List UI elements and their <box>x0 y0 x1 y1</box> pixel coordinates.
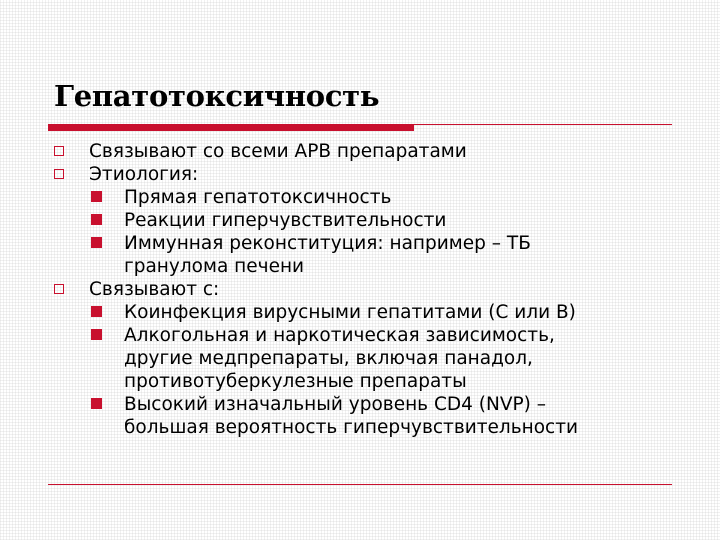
bullet-item <box>0 278 720 301</box>
bullet-item <box>0 163 720 186</box>
title-underline-thick <box>48 124 414 131</box>
sub-bullet-text: Высокий изначальный уровень CD4 (NVP) – <box>124 394 546 415</box>
bullet-list <box>0 140 720 439</box>
sub-bullet-text: другие медпрепараты, включая панадол, <box>124 348 533 369</box>
solid-square-bullet-icon <box>91 214 102 225</box>
hollow-square-bullet-icon <box>54 169 64 179</box>
sub-bullet-item <box>0 232 720 278</box>
sub-bullet-text: Реакции гиперчувствительности <box>124 210 447 231</box>
bullet-text: Связывают со всеми АРВ препаратами <box>89 141 467 162</box>
sub-bullet-item <box>0 301 720 324</box>
sub-bullet-item <box>0 186 720 209</box>
sub-bullet-item <box>0 209 720 232</box>
sub-bullet-text: противотуберкулезные препараты <box>124 371 467 392</box>
solid-square-bullet-icon <box>91 329 102 340</box>
bullet-text: Связывают с: <box>89 279 220 300</box>
slide-title: Гепатотоксичность <box>54 79 380 113</box>
sub-bullet-text: Прямая гепатотоксичность <box>124 187 392 208</box>
bottom-divider <box>48 484 672 485</box>
sub-bullet-item <box>0 324 720 393</box>
title-underline <box>48 124 672 131</box>
solid-square-bullet-icon <box>91 398 102 409</box>
solid-square-bullet-icon <box>91 237 102 248</box>
sub-bullet-text: Алкогольная и наркотическая зависимость, <box>124 325 555 346</box>
title-underline-thin <box>414 124 672 125</box>
solid-square-bullet-icon <box>91 191 102 202</box>
sub-bullet-text: гранулома печени <box>124 256 305 277</box>
bullet-text: Этиология: <box>89 164 199 185</box>
sub-bullet-text: большая вероятность гиперчувствительности <box>124 417 579 438</box>
sub-bullet-item <box>0 393 720 439</box>
sub-bullet-text: Иммунная реконституция: например – ТБ <box>124 233 531 254</box>
solid-square-bullet-icon <box>91 306 102 317</box>
sub-bullet-text: Коинфекция вирусными гепатитами (С или В) <box>124 302 576 323</box>
bullet-item <box>0 140 720 163</box>
hollow-square-bullet-icon <box>54 284 64 294</box>
hollow-square-bullet-icon <box>54 146 64 156</box>
